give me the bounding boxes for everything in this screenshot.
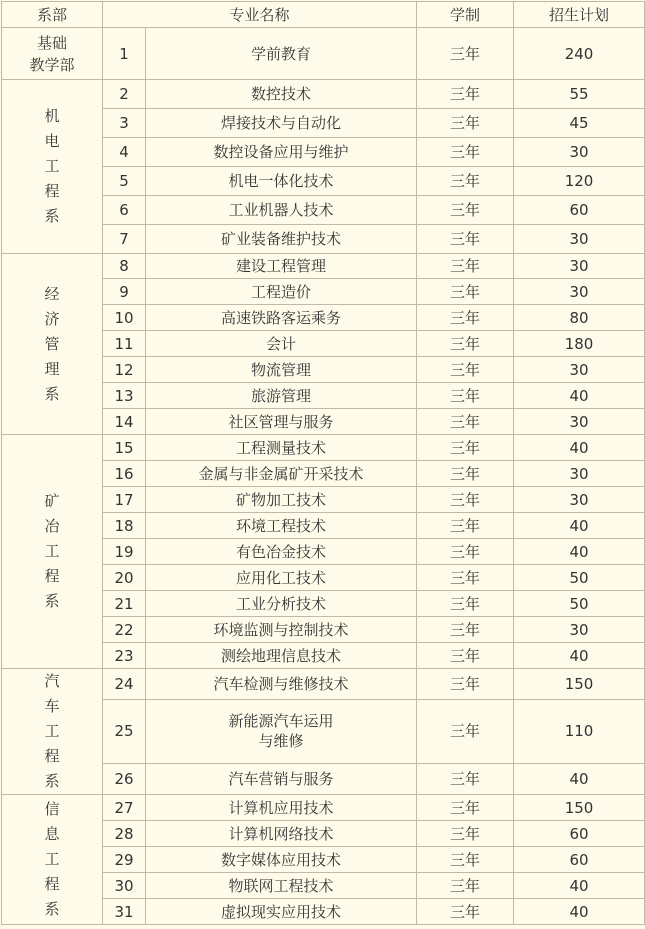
row-plan: 30	[514, 357, 645, 383]
row-plan: 45	[514, 109, 645, 138]
row-number: 26	[103, 764, 146, 795]
major-name: 新能源汽车运用 与维修	[146, 699, 417, 763]
row-plan: 40	[514, 873, 645, 899]
row-number: 13	[103, 383, 146, 409]
table-row	[2, 80, 645, 109]
row-duration: 三年	[417, 331, 514, 357]
row-duration: 三年	[417, 873, 514, 899]
row-plan: 30	[514, 254, 645, 279]
row-duration: 三年	[417, 643, 514, 669]
major-name: 环境工程技术	[146, 513, 417, 539]
row-duration: 三年	[417, 435, 514, 461]
major-name: 计算机应用技术	[146, 795, 417, 821]
row-duration: 三年	[417, 196, 514, 225]
dept-foundation: 基础 教学部	[2, 28, 103, 80]
major-name: 数控设备应用与维护	[146, 138, 417, 167]
row-number: 5	[103, 167, 146, 196]
row-duration: 三年	[417, 591, 514, 617]
row-number: 18	[103, 513, 146, 539]
major-name: 虚拟现实应用技术	[146, 899, 417, 925]
major-name: 有色冶金技术	[146, 539, 417, 565]
table-body	[2, 28, 645, 925]
dept-automotive: 汽 车 工 程 系	[2, 669, 103, 795]
row-duration: 三年	[417, 305, 514, 331]
row-plan: 50	[514, 565, 645, 591]
row-number: 9	[103, 279, 146, 305]
major-name: 汽车检测与维修技术	[146, 669, 417, 700]
row-plan: 150	[514, 795, 645, 821]
row-duration: 三年	[417, 357, 514, 383]
row-number: 23	[103, 643, 146, 669]
major-name: 会计	[146, 331, 417, 357]
major-name: 工程造价	[146, 279, 417, 305]
row-duration: 三年	[417, 821, 514, 847]
row-duration: 三年	[417, 279, 514, 305]
row-plan: 30	[514, 409, 645, 435]
row-duration: 三年	[417, 138, 514, 167]
row-plan: 80	[514, 305, 645, 331]
row-number: 25	[103, 699, 146, 763]
row-duration: 三年	[417, 461, 514, 487]
major-name: 测绘地理信息技术	[146, 643, 417, 669]
row-number: 22	[103, 617, 146, 643]
header-plan: 招生计划	[514, 2, 645, 28]
major-name: 汽车营销与服务	[146, 764, 417, 795]
major-name: 焊接技术与自动化	[146, 109, 417, 138]
row-plan: 40	[514, 513, 645, 539]
row-duration: 三年	[417, 699, 514, 763]
enrollment-plan-table	[1, 1, 645, 925]
row-duration: 三年	[417, 565, 514, 591]
row-duration: 三年	[417, 795, 514, 821]
row-plan: 40	[514, 435, 645, 461]
row-duration: 三年	[417, 167, 514, 196]
row-plan: 30	[514, 279, 645, 305]
row-duration: 三年	[417, 899, 514, 925]
row-number: 16	[103, 461, 146, 487]
row-number: 4	[103, 138, 146, 167]
major-name: 工业机器人技术	[146, 196, 417, 225]
row-number: 14	[103, 409, 146, 435]
major-name: 建设工程管理	[146, 254, 417, 279]
row-plan: 30	[514, 138, 645, 167]
row-number: 1	[103, 28, 146, 80]
row-number: 27	[103, 795, 146, 821]
row-plan: 60	[514, 847, 645, 873]
dept-economics: 经 济 管 理 系	[2, 254, 103, 435]
row-duration: 三年	[417, 617, 514, 643]
row-number: 11	[103, 331, 146, 357]
dept-mining: 矿 冶 工 程 系	[2, 435, 103, 669]
row-duration: 三年	[417, 764, 514, 795]
row-number: 28	[103, 821, 146, 847]
major-name: 数字媒体应用技术	[146, 847, 417, 873]
row-plan: 30	[514, 225, 645, 254]
row-number: 19	[103, 539, 146, 565]
row-plan: 30	[514, 487, 645, 513]
row-duration: 三年	[417, 669, 514, 700]
major-name: 矿物加工技术	[146, 487, 417, 513]
major-name: 金属与非金属矿开采技术	[146, 461, 417, 487]
major-name: 数控技术	[146, 80, 417, 109]
row-duration: 三年	[417, 28, 514, 80]
row-number: 3	[103, 109, 146, 138]
row-duration: 三年	[417, 487, 514, 513]
row-plan: 40	[514, 383, 645, 409]
header-duration: 学制	[417, 2, 514, 28]
row-number: 31	[103, 899, 146, 925]
major-name: 学前教育	[146, 28, 417, 80]
dept-electromechanical: 机 电 工 程 系	[2, 80, 103, 254]
table-row	[2, 435, 645, 461]
row-duration: 三年	[417, 409, 514, 435]
row-number: 15	[103, 435, 146, 461]
header-major: 专业名称	[103, 2, 417, 28]
row-number: 17	[103, 487, 146, 513]
table-row	[2, 28, 645, 80]
major-name: 应用化工技术	[146, 565, 417, 591]
row-duration: 三年	[417, 80, 514, 109]
row-duration: 三年	[417, 539, 514, 565]
major-name: 机电一体化技术	[146, 167, 417, 196]
row-duration: 三年	[417, 383, 514, 409]
row-duration: 三年	[417, 847, 514, 873]
row-number: 30	[103, 873, 146, 899]
major-name: 环境监测与控制技术	[146, 617, 417, 643]
row-plan: 30	[514, 617, 645, 643]
row-number: 7	[103, 225, 146, 254]
row-number: 21	[103, 591, 146, 617]
major-name: 高速铁路客运乘务	[146, 305, 417, 331]
major-name: 物流管理	[146, 357, 417, 383]
major-name: 工程测量技术	[146, 435, 417, 461]
major-name: 物联网工程技术	[146, 873, 417, 899]
major-name: 计算机网络技术	[146, 821, 417, 847]
header-department: 系部	[2, 2, 103, 28]
row-number: 29	[103, 847, 146, 873]
row-number: 10	[103, 305, 146, 331]
row-plan: 40	[514, 899, 645, 925]
row-duration: 三年	[417, 225, 514, 254]
table-row	[2, 669, 645, 700]
row-plan: 60	[514, 821, 645, 847]
row-plan: 40	[514, 539, 645, 565]
row-plan: 40	[514, 643, 645, 669]
dept-information: 信 息 工 程 系	[2, 795, 103, 925]
row-duration: 三年	[417, 513, 514, 539]
table-row	[2, 795, 645, 821]
row-plan: 240	[514, 28, 645, 80]
row-duration: 三年	[417, 254, 514, 279]
row-plan: 180	[514, 331, 645, 357]
row-plan: 110	[514, 699, 645, 763]
row-number: 12	[103, 357, 146, 383]
row-number: 20	[103, 565, 146, 591]
row-plan: 40	[514, 764, 645, 795]
row-number: 24	[103, 669, 146, 700]
row-plan: 60	[514, 196, 645, 225]
header-row	[2, 2, 645, 28]
row-number: 2	[103, 80, 146, 109]
row-plan: 150	[514, 669, 645, 700]
table-row	[2, 254, 645, 279]
row-duration: 三年	[417, 109, 514, 138]
major-name: 矿业装备维护技术	[146, 225, 417, 254]
major-name: 工业分析技术	[146, 591, 417, 617]
major-name: 社区管理与服务	[146, 409, 417, 435]
row-number: 6	[103, 196, 146, 225]
row-number: 8	[103, 254, 146, 279]
row-plan: 55	[514, 80, 645, 109]
row-plan: 120	[514, 167, 645, 196]
major-name: 旅游管理	[146, 383, 417, 409]
row-plan: 30	[514, 461, 645, 487]
row-plan: 50	[514, 591, 645, 617]
